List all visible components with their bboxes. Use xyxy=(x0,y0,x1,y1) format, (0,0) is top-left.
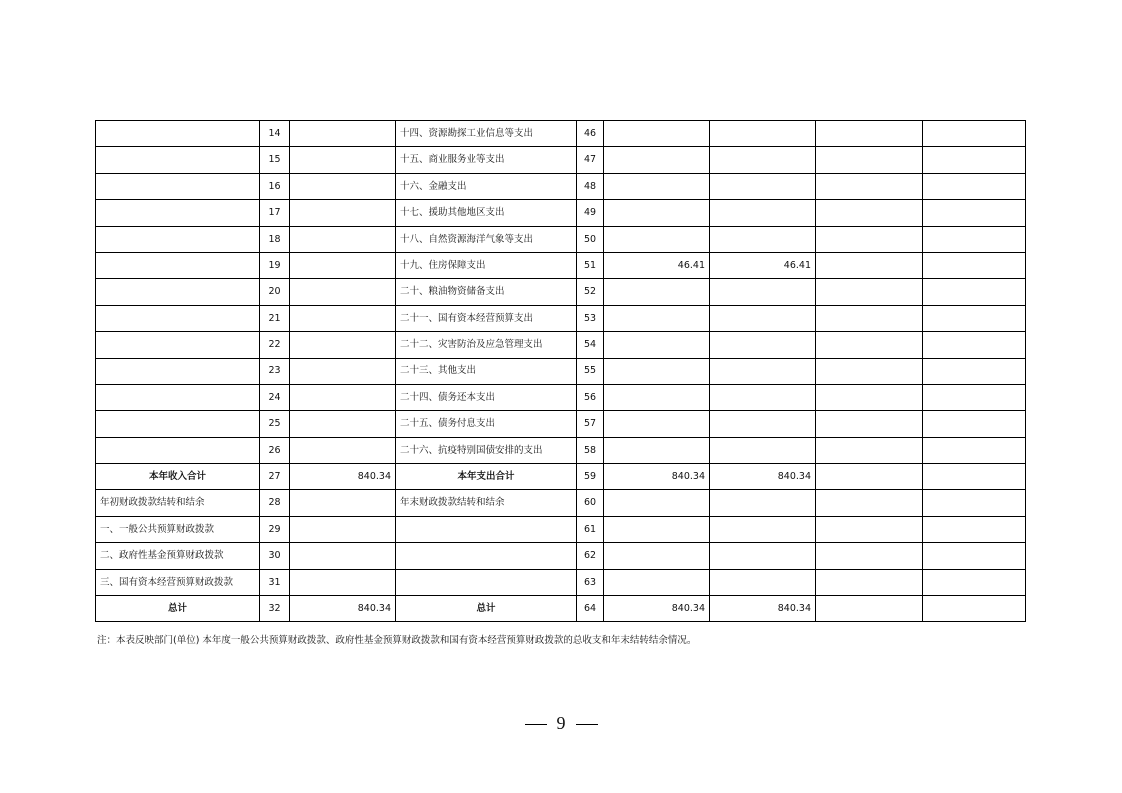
income-amount-cell xyxy=(290,173,396,199)
government-fund-budget-cell xyxy=(816,332,923,358)
government-fund-budget-cell xyxy=(816,596,923,622)
state-capital-budget-cell xyxy=(923,305,1026,331)
expense-item-cell: 十九、住房保障支出 xyxy=(396,252,577,278)
state-capital-budget-cell xyxy=(923,173,1026,199)
income-row-number-cell: 27 xyxy=(260,464,290,490)
state-capital-budget-cell xyxy=(923,516,1026,542)
expense-row-number-cell: 53 xyxy=(577,305,604,331)
table-row xyxy=(96,437,1026,463)
government-fund-budget-cell xyxy=(816,569,923,595)
expense-item-cell: 二十二、灾害防治及应急管理支出 xyxy=(396,332,577,358)
general-public-budget-cell xyxy=(710,411,816,437)
general-public-budget-cell xyxy=(710,358,816,384)
income-amount-cell xyxy=(290,147,396,173)
general-public-budget-cell xyxy=(710,200,816,226)
page-number: 9 xyxy=(556,713,566,733)
state-capital-budget-cell xyxy=(923,569,1026,595)
government-fund-budget-cell xyxy=(816,516,923,542)
income-row-number-cell: 19 xyxy=(260,252,290,278)
expense-total-cell xyxy=(604,147,710,173)
general-public-budget-cell xyxy=(710,121,816,147)
table-row xyxy=(96,490,1026,516)
expense-item-cell: 本年支出合计 xyxy=(396,464,577,490)
income-row-number-cell: 26 xyxy=(260,437,290,463)
income-amount-cell xyxy=(290,279,396,305)
income-item-cell xyxy=(96,147,260,173)
income-item-cell: 总计 xyxy=(96,596,260,622)
general-public-budget-cell: 840.34 xyxy=(710,464,816,490)
income-amount-cell xyxy=(290,569,396,595)
income-item-cell xyxy=(96,384,260,410)
state-capital-budget-cell xyxy=(923,490,1026,516)
income-row-number-cell: 30 xyxy=(260,543,290,569)
income-row-number-cell: 15 xyxy=(260,147,290,173)
general-public-budget-cell xyxy=(710,332,816,358)
page-footer xyxy=(0,713,1122,734)
income-amount-cell xyxy=(290,384,396,410)
expense-row-number-cell: 54 xyxy=(577,332,604,358)
income-row-number-cell: 18 xyxy=(260,226,290,252)
income-item-cell: 二、政府性基金预算财政拨款 xyxy=(96,543,260,569)
expense-item-cell: 十四、资源勘探工业信息等支出 xyxy=(396,121,577,147)
expense-item-cell: 二十一、国有资本经营预算支出 xyxy=(396,305,577,331)
table-body xyxy=(96,121,1026,622)
expense-total-cell xyxy=(604,305,710,331)
general-public-budget-cell xyxy=(710,226,816,252)
table-row xyxy=(96,516,1026,542)
expense-row-number-cell: 50 xyxy=(577,226,604,252)
expense-item-cell xyxy=(396,543,577,569)
expense-total-cell xyxy=(604,226,710,252)
income-amount-cell: 840.34 xyxy=(290,464,396,490)
income-row-number-cell: 20 xyxy=(260,279,290,305)
state-capital-budget-cell xyxy=(923,332,1026,358)
expense-total-cell xyxy=(604,543,710,569)
state-capital-budget-cell xyxy=(923,121,1026,147)
table-row xyxy=(96,543,1026,569)
expense-total-cell: 840.34 xyxy=(604,464,710,490)
expense-row-number-cell: 63 xyxy=(577,569,604,595)
income-amount-cell xyxy=(290,437,396,463)
expense-row-number-cell: 62 xyxy=(577,543,604,569)
table-row xyxy=(96,384,1026,410)
general-public-budget-cell xyxy=(710,384,816,410)
government-fund-budget-cell xyxy=(816,305,923,331)
expense-total-cell xyxy=(604,516,710,542)
table-row xyxy=(96,200,1026,226)
state-capital-budget-cell xyxy=(923,252,1026,278)
expense-row-number-cell: 52 xyxy=(577,279,604,305)
expense-item-cell: 总计 xyxy=(396,596,577,622)
expense-row-number-cell: 48 xyxy=(577,173,604,199)
state-capital-budget-cell xyxy=(923,358,1026,384)
income-amount-cell xyxy=(290,332,396,358)
income-amount-cell xyxy=(290,358,396,384)
expense-total-cell xyxy=(604,437,710,463)
state-capital-budget-cell xyxy=(923,543,1026,569)
expense-item-cell: 十五、商业服务业等支出 xyxy=(396,147,577,173)
general-public-budget-cell: 46.41 xyxy=(710,252,816,278)
expense-total-cell xyxy=(604,121,710,147)
table-row xyxy=(96,305,1026,331)
expense-total-cell xyxy=(604,411,710,437)
income-row-number-cell: 25 xyxy=(260,411,290,437)
expense-row-number-cell: 61 xyxy=(577,516,604,542)
expense-total-cell xyxy=(604,279,710,305)
income-amount-cell xyxy=(290,200,396,226)
government-fund-budget-cell xyxy=(816,226,923,252)
expense-row-number-cell: 55 xyxy=(577,358,604,384)
income-item-cell xyxy=(96,279,260,305)
income-item-cell: 三、国有资本经营预算财政拨款 xyxy=(96,569,260,595)
government-fund-budget-cell xyxy=(816,358,923,384)
expense-row-number-cell: 59 xyxy=(577,464,604,490)
expense-item-cell xyxy=(396,569,577,595)
table-row xyxy=(96,252,1026,278)
dash-left xyxy=(525,724,547,725)
expense-item-cell: 二十四、债务还本支出 xyxy=(396,384,577,410)
income-amount-cell xyxy=(290,543,396,569)
income-row-number-cell: 24 xyxy=(260,384,290,410)
income-row-number-cell: 22 xyxy=(260,332,290,358)
state-capital-budget-cell xyxy=(923,411,1026,437)
income-amount-cell xyxy=(290,121,396,147)
table-row xyxy=(96,121,1026,147)
income-amount-cell xyxy=(290,252,396,278)
income-amount-cell xyxy=(290,411,396,437)
expense-row-number-cell: 47 xyxy=(577,147,604,173)
expense-item-cell: 二十三、其他支出 xyxy=(396,358,577,384)
expense-item-cell: 二十五、债务付息支出 xyxy=(396,411,577,437)
table-row xyxy=(96,464,1026,490)
government-fund-budget-cell xyxy=(816,490,923,516)
government-fund-budget-cell xyxy=(816,147,923,173)
expense-total-cell xyxy=(604,358,710,384)
income-item-cell: 一、一般公共预算财政拨款 xyxy=(96,516,260,542)
general-public-budget-cell xyxy=(710,147,816,173)
dash-right xyxy=(576,724,598,725)
table-row xyxy=(96,411,1026,437)
government-fund-budget-cell xyxy=(816,200,923,226)
government-fund-budget-cell xyxy=(816,279,923,305)
government-fund-budget-cell xyxy=(816,384,923,410)
expense-row-number-cell: 46 xyxy=(577,121,604,147)
income-row-number-cell: 31 xyxy=(260,569,290,595)
expense-total-cell xyxy=(604,200,710,226)
state-capital-budget-cell xyxy=(923,200,1026,226)
income-item-cell: 年初财政拨款结转和结余 xyxy=(96,490,260,516)
general-public-budget-cell xyxy=(710,516,816,542)
income-item-cell xyxy=(96,358,260,384)
state-capital-budget-cell xyxy=(923,464,1026,490)
table-row xyxy=(96,332,1026,358)
income-amount-cell xyxy=(290,490,396,516)
government-fund-budget-cell xyxy=(816,543,923,569)
expense-item-cell: 十八、自然资源海洋气象等支出 xyxy=(396,226,577,252)
expense-total-cell xyxy=(604,384,710,410)
expense-row-number-cell: 49 xyxy=(577,200,604,226)
fiscal-appropriation-table xyxy=(95,120,1026,622)
government-fund-budget-cell xyxy=(816,173,923,199)
state-capital-budget-cell xyxy=(923,147,1026,173)
income-item-cell xyxy=(96,173,260,199)
income-row-number-cell: 16 xyxy=(260,173,290,199)
income-item-cell xyxy=(96,305,260,331)
government-fund-budget-cell xyxy=(816,252,923,278)
table-row xyxy=(96,358,1026,384)
expense-item-cell: 年末财政拨款结转和结余 xyxy=(396,490,577,516)
government-fund-budget-cell xyxy=(816,437,923,463)
general-public-budget-cell: 840.34 xyxy=(710,596,816,622)
table-row xyxy=(96,226,1026,252)
income-row-number-cell: 32 xyxy=(260,596,290,622)
general-public-budget-cell xyxy=(710,569,816,595)
income-row-number-cell: 14 xyxy=(260,121,290,147)
income-item-cell xyxy=(96,332,260,358)
expense-total-cell xyxy=(604,569,710,595)
general-public-budget-cell xyxy=(710,305,816,331)
state-capital-budget-cell xyxy=(923,279,1026,305)
general-public-budget-cell xyxy=(710,437,816,463)
government-fund-budget-cell xyxy=(816,411,923,437)
expense-total-cell xyxy=(604,332,710,358)
expense-row-number-cell: 56 xyxy=(577,384,604,410)
table-row xyxy=(96,279,1026,305)
income-item-cell xyxy=(96,411,260,437)
income-item-cell xyxy=(96,252,260,278)
income-item-cell: 本年收入合计 xyxy=(96,464,260,490)
table-row xyxy=(96,147,1026,173)
general-public-budget-cell xyxy=(710,543,816,569)
income-row-number-cell: 29 xyxy=(260,516,290,542)
income-amount-cell xyxy=(290,305,396,331)
income-item-cell xyxy=(96,121,260,147)
income-amount-cell: 840.34 xyxy=(290,596,396,622)
table-row xyxy=(96,569,1026,595)
expense-item-cell: 二十六、抗疫特别国债安排的支出 xyxy=(396,437,577,463)
income-row-number-cell: 17 xyxy=(260,200,290,226)
income-row-number-cell: 21 xyxy=(260,305,290,331)
income-amount-cell xyxy=(290,516,396,542)
expense-total-cell xyxy=(604,173,710,199)
state-capital-budget-cell xyxy=(923,226,1026,252)
income-item-cell xyxy=(96,437,260,463)
government-fund-budget-cell xyxy=(816,464,923,490)
income-item-cell xyxy=(96,226,260,252)
state-capital-budget-cell xyxy=(923,437,1026,463)
general-public-budget-cell xyxy=(710,490,816,516)
expense-item-cell xyxy=(396,516,577,542)
expense-total-cell: 840.34 xyxy=(604,596,710,622)
expense-total-cell: 46.41 xyxy=(604,252,710,278)
income-row-number-cell: 23 xyxy=(260,358,290,384)
state-capital-budget-cell xyxy=(923,384,1026,410)
expense-total-cell xyxy=(604,490,710,516)
general-public-budget-cell xyxy=(710,173,816,199)
table-row xyxy=(96,173,1026,199)
income-item-cell xyxy=(96,200,260,226)
expense-row-number-cell: 64 xyxy=(577,596,604,622)
expense-row-number-cell: 51 xyxy=(577,252,604,278)
expense-item-cell: 十七、援助其他地区支出 xyxy=(396,200,577,226)
expense-item-cell: 十六、金融支出 xyxy=(396,173,577,199)
income-row-number-cell: 28 xyxy=(260,490,290,516)
expense-item-cell: 二十、粮油物资储备支出 xyxy=(396,279,577,305)
expense-row-number-cell: 58 xyxy=(577,437,604,463)
expense-row-number-cell: 60 xyxy=(577,490,604,516)
state-capital-budget-cell xyxy=(923,596,1026,622)
general-public-budget-cell xyxy=(710,279,816,305)
income-amount-cell xyxy=(290,226,396,252)
table-note: 注：本表反映部门(单位) 本年度一般公共预算财政拨款、政府性基金预算财政拨款和国有资本经营预算财政拨款的总收支和年末结转结余情况。 xyxy=(97,635,697,646)
table-row xyxy=(96,596,1026,622)
government-fund-budget-cell xyxy=(816,121,923,147)
expense-row-number-cell: 57 xyxy=(577,411,604,437)
